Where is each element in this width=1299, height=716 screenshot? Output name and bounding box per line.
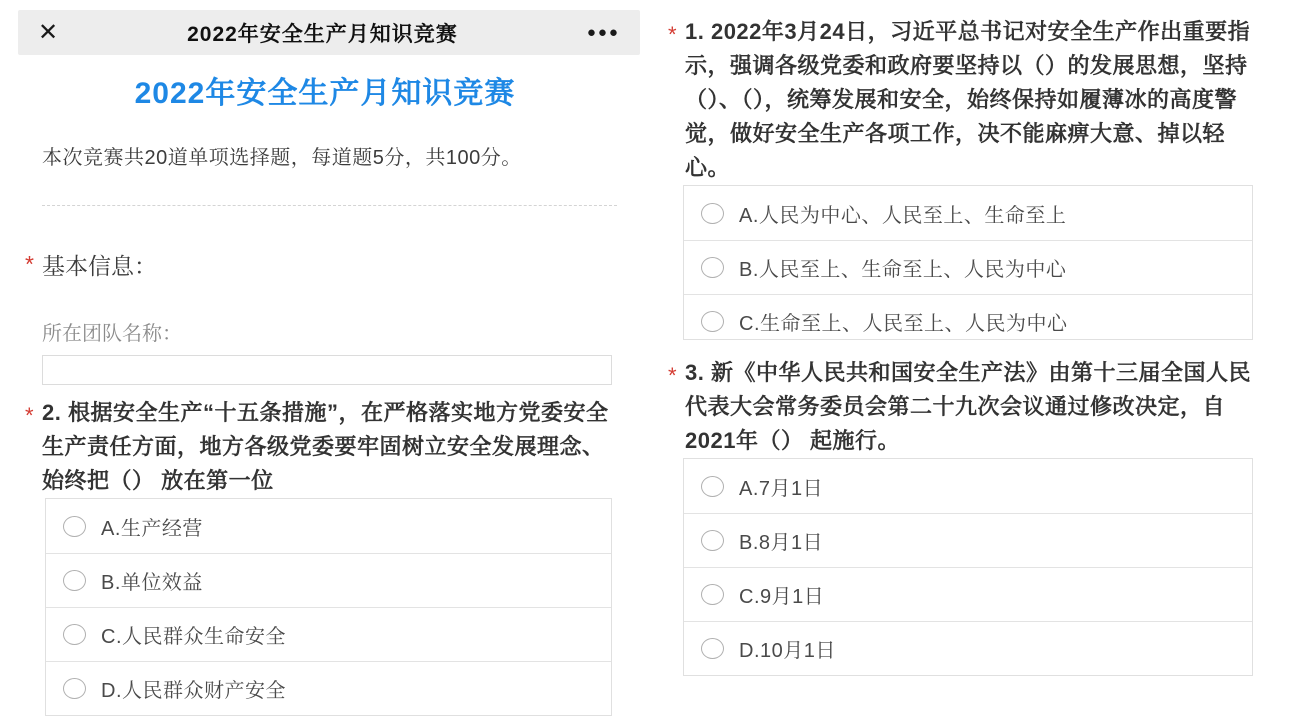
dashed-divider: [42, 205, 617, 206]
radio-icon[interactable]: [701, 584, 724, 605]
radio-icon[interactable]: [701, 311, 724, 332]
question-1-text: 1. 2022年3月24日，习近平总书记对安全生产作出重要指示，强调各级党委和政府要坚持以（）的发展思想，坚持（）、（），统筹发展和安全，始终保持如履薄冰的高度警觉，做好安全生产各项工作，决不能麻痹大意、掉以轻心。: [685, 19, 1251, 180]
radio-icon[interactable]: [63, 624, 86, 645]
question-1-options: [683, 185, 1253, 340]
option-row-c[interactable]: [684, 294, 1252, 340]
survey-title: 2022年安全生产月知识竞赛: [134, 77, 516, 110]
radio-icon[interactable]: [63, 678, 86, 699]
right-column: [650, 0, 1299, 693]
option-row-a[interactable]: [46, 499, 611, 553]
required-asterisk: *: [668, 363, 678, 388]
question-3-title: [668, 356, 1299, 458]
option-row-d[interactable]: [46, 661, 611, 715]
option-label: D.人民群众财产安全: [101, 680, 286, 702]
question-2-options: [45, 498, 612, 716]
option-label: B.单位效益: [101, 572, 203, 594]
option-row-a[interactable]: [684, 186, 1252, 240]
navbar-title: 2022年安全生产月知识竞赛: [187, 22, 458, 46]
navbar: [18, 10, 640, 55]
option-row-b[interactable]: [684, 240, 1252, 294]
option-row-d[interactable]: [684, 621, 1252, 675]
option-row-c[interactable]: [46, 607, 611, 661]
option-label: B.人民至上、生命至上、人民为中心: [739, 259, 1067, 281]
question-2: [0, 396, 650, 716]
required-asterisk: *: [668, 22, 678, 47]
option-label: A.人民为中心、人民至上、生命至上: [739, 204, 1067, 227]
survey-description: 本次竞赛共20道单项选择题，每道题5分，共100分。: [42, 147, 522, 169]
option-label: A.生产经营: [101, 517, 203, 540]
option-row-b[interactable]: [46, 553, 611, 607]
option-row-c[interactable]: [684, 567, 1252, 621]
team-name-input[interactable]: [42, 355, 612, 385]
required-asterisk: *: [25, 251, 34, 277]
option-label: C.9月1日: [739, 586, 825, 608]
question-2-title: [25, 396, 650, 498]
radio-icon[interactable]: [701, 476, 724, 497]
question-3: [650, 356, 1299, 676]
question-1-title: [668, 15, 1299, 185]
radio-icon[interactable]: [701, 203, 724, 224]
basic-info-text: 基本信息：: [42, 253, 157, 279]
team-name-label: 所在团队名称：: [42, 323, 182, 345]
question-2-text: 2. 根据安全生产“十五条措施”，在严格落实地方党委安全生产责任方面，地方各级党委要牢固树立安全发展理念、始终把（） 放在第一位: [42, 400, 609, 493]
radio-icon[interactable]: [63, 570, 86, 591]
option-label: C.人民群众生命安全: [101, 626, 286, 648]
question-3-text: 3. 新《中华人民共和国安全生产法》由第十三届全国人民代表大会常务委员会第二十九次会议通过修改决定，自2021年（） 起施行。: [685, 360, 1251, 453]
question-1: [650, 15, 1299, 340]
radio-icon[interactable]: [63, 516, 86, 537]
question-3-options: [683, 458, 1253, 676]
radio-icon[interactable]: [701, 638, 724, 659]
option-label: C.生命至上、人民至上、人民为中心: [739, 313, 1068, 335]
radio-icon[interactable]: [701, 257, 724, 278]
basic-info-label: [25, 248, 650, 281]
required-asterisk: *: [25, 403, 35, 428]
left-column: [0, 0, 650, 702]
option-row-a[interactable]: [684, 459, 1252, 513]
option-label: D.10月1日: [739, 640, 836, 662]
option-label: A.7月1日: [739, 477, 824, 500]
option-label: B.8月1日: [739, 532, 824, 554]
close-icon[interactable]: ✕: [38, 18, 59, 46]
radio-icon[interactable]: [701, 530, 724, 551]
option-row-b[interactable]: [684, 513, 1252, 567]
more-menu-icon[interactable]: ●●●: [586, 24, 620, 41]
